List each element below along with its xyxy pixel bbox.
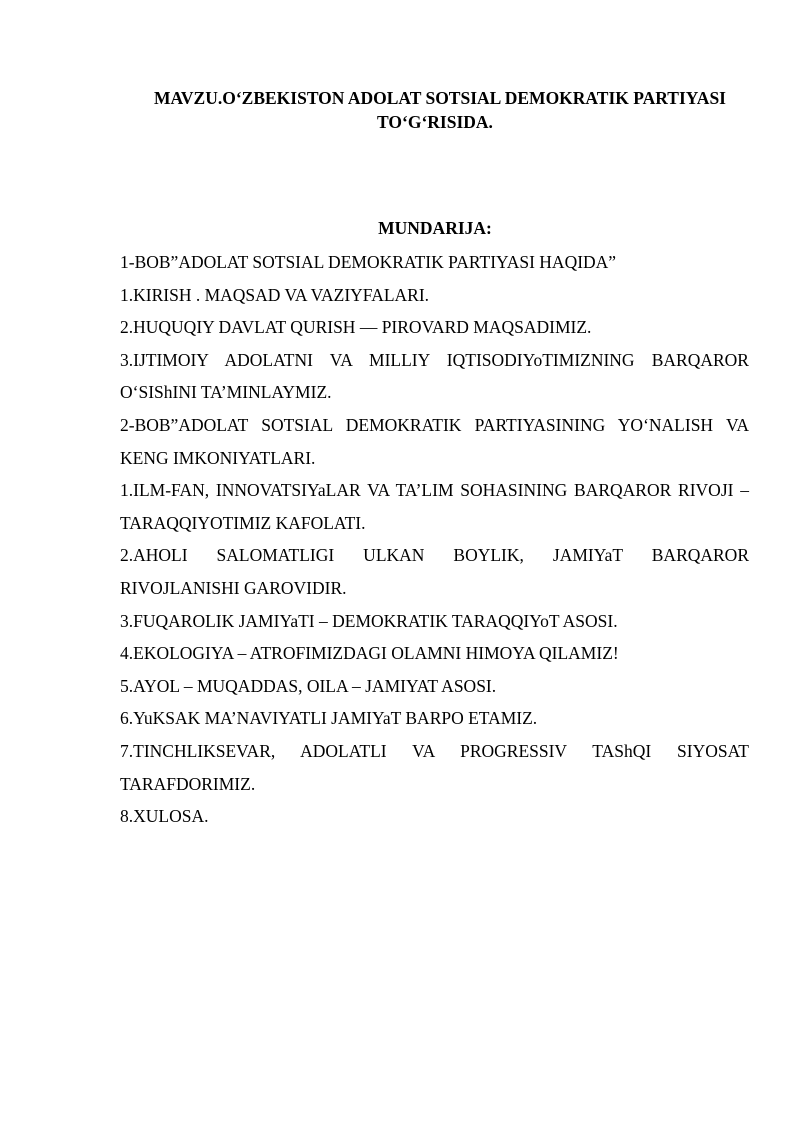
toc-entry-2-8: 8.XULOSA.: [120, 806, 209, 827]
toc-entry-2-3: 3.FUQAROLIK JAMIYaTI – DEMOKRATIK TARAQQIYoT ASOSI.: [120, 610, 618, 631]
toc-entry-2-4: 4.EKOLOGIYA – ATROFIMIZDAGI OLAMNI HIMOYA QILAMIZ!: [120, 643, 619, 664]
toc-entry-2-5: 5.AYOL – MUQADDAS, OILA – JAMIYAT ASOSI.: [120, 675, 497, 696]
toc-entry-1-2: 2.HUQUQIY DAVLAT QURISH — PIROVARD MAQSADIMIZ.: [120, 317, 592, 338]
table-of-contents: [120, 246, 749, 833]
toc-entry-2-6: 6.YuKSAK MA’NAVIYATLI JAMIYaT BARPO ETAMIZ.: [120, 708, 538, 729]
toc-entry-2-1: 1.ILM-FAN, INNOVATSIYaLAR VA TA’LIM SOHASINING BARQAROR RIVOJI – TARAQQIYOTIMIZ KAFOLATI.: [120, 480, 749, 533]
toc-entry-chapter-2: 2-BOB”ADOLAT SOTSIAL DEMOKRATIK PARTIYASINING YO‘NALISH VA KENG IMKONIYATLARI.: [120, 414, 749, 468]
toc-entry-2-7: 7.TINCHLIKSEVAR, ADOLATLI VA PROGRESSIV TAShQI SIYOSAT TARAFDORIMIZ.: [120, 740, 749, 794]
document-title-line-2: TO‘G‘RISIDA.: [377, 112, 493, 132]
toc-entry-1-1: 1.KIRISH . MAQSAD VA VAZIYFALARI.: [120, 284, 430, 305]
toc-entry-1-3: 3.IJTIMOIY ADOLATNI VA MILLIY IQTISODIYoTIMIZNING BARQAROR O‘SIShINI TA’MINLAYMIZ.: [120, 349, 749, 403]
document-title-line-1: MAVZU.O‘ZBEKISTON ADOLAT SOTSIAL DEMOKRATIK PARTIYASI: [153, 88, 726, 108]
toc-heading: MUNDARIJA:: [378, 218, 492, 238]
toc-entry-2-2: 2.AHOLI SALOMATLIGI ULKAN BOYLIK, JAMIYaT BARQAROR RIVOJLANISHI GAROVIDIR.: [120, 545, 749, 598]
toc-entry-chapter-1: 1-BOB”ADOLAT SOTSIAL DEMOKRATIK PARTIYASI HAQIDA”: [120, 252, 617, 272]
